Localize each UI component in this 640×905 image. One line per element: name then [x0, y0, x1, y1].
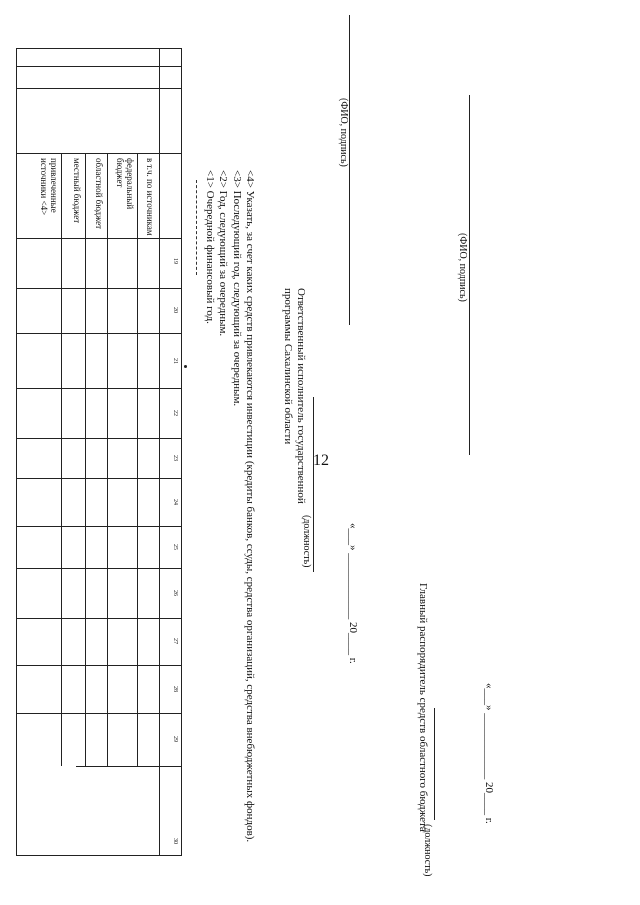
- page-number: 12: [313, 452, 329, 469]
- table-col-divider: [16, 438, 182, 439]
- position-caption: (должность): [422, 824, 433, 877]
- table-row-divider: [61, 153, 62, 766]
- table-row-divider: [107, 153, 108, 766]
- table-row-divider: [85, 153, 86, 766]
- col-number: 25: [172, 544, 178, 550]
- manager-title: Главный распорядитель средств областного бюджета: [417, 583, 429, 832]
- col-number: 26: [172, 590, 178, 596]
- executor-title: Ответственный исполнитель государственной программы Сахалинской области: [282, 288, 307, 504]
- footnote-separator: [196, 180, 197, 275]
- row-label: привлеченные источники <4>: [39, 158, 59, 216]
- table-col-divider: [16, 333, 182, 334]
- col-number: 29: [172, 736, 178, 742]
- row-label: федеральный бюджет: [115, 158, 135, 210]
- col-number: 21: [172, 358, 178, 364]
- col-number: 22: [172, 410, 178, 416]
- table-header-line: [159, 48, 160, 856]
- table-col-divider: [16, 478, 182, 479]
- table-row-divider: [137, 153, 138, 766]
- table-col-divider: [16, 568, 182, 569]
- position-caption: (должность): [301, 515, 312, 568]
- col-number: 24: [172, 499, 178, 505]
- signature-line: [313, 397, 314, 572]
- col-number: 28: [172, 686, 178, 692]
- table-col-divider: [16, 618, 182, 619]
- col-number: 27: [172, 638, 178, 644]
- table-col-divider: [76, 766, 182, 767]
- fio-caption: (ФИО, подпись): [457, 233, 468, 302]
- table-col-divider: [16, 526, 182, 527]
- footnote: <4> Указать, за счет каких средств привлекаются инвестиции (кредиты банков, ссуды, средства организаций, средства внебюджетных фондов).: [244, 170, 256, 843]
- table-col-divider: [16, 288, 182, 289]
- footnote: <1> Очередной финансовый год.: [204, 170, 216, 324]
- table-col-divider: [16, 153, 182, 154]
- col-number: 19: [172, 258, 178, 264]
- footnote: <2> Год, следующий за очередным.: [217, 170, 229, 337]
- date-line: «___» ____________ 20____ г.: [483, 683, 495, 824]
- table-col-divider: [16, 238, 182, 239]
- budget-table: [16, 48, 182, 856]
- col-number: 23: [172, 455, 178, 461]
- scan-dot: [184, 365, 187, 368]
- row-label: местный бюджет: [72, 158, 82, 224]
- table-col-divider: [16, 665, 182, 666]
- footnote: <3> Последующий год, следующий за очередным.: [231, 170, 243, 407]
- table-col-divider: [16, 88, 182, 89]
- row-label: в т.ч. по источникам: [145, 158, 155, 236]
- table-col-divider: [16, 388, 182, 389]
- table-col-divider: [16, 713, 182, 714]
- fio-caption: (ФИО, подпись): [338, 98, 349, 167]
- col-number: 30: [172, 838, 178, 844]
- col-number: 20: [172, 307, 178, 313]
- table-col-divider: [16, 66, 182, 67]
- signature-line: [469, 95, 470, 455]
- signature-line: [434, 708, 435, 820]
- row-label: областной бюджет: [94, 158, 104, 230]
- signature-line: [349, 15, 350, 325]
- date-line: «___» ____________ 20____ г.: [347, 523, 359, 664]
